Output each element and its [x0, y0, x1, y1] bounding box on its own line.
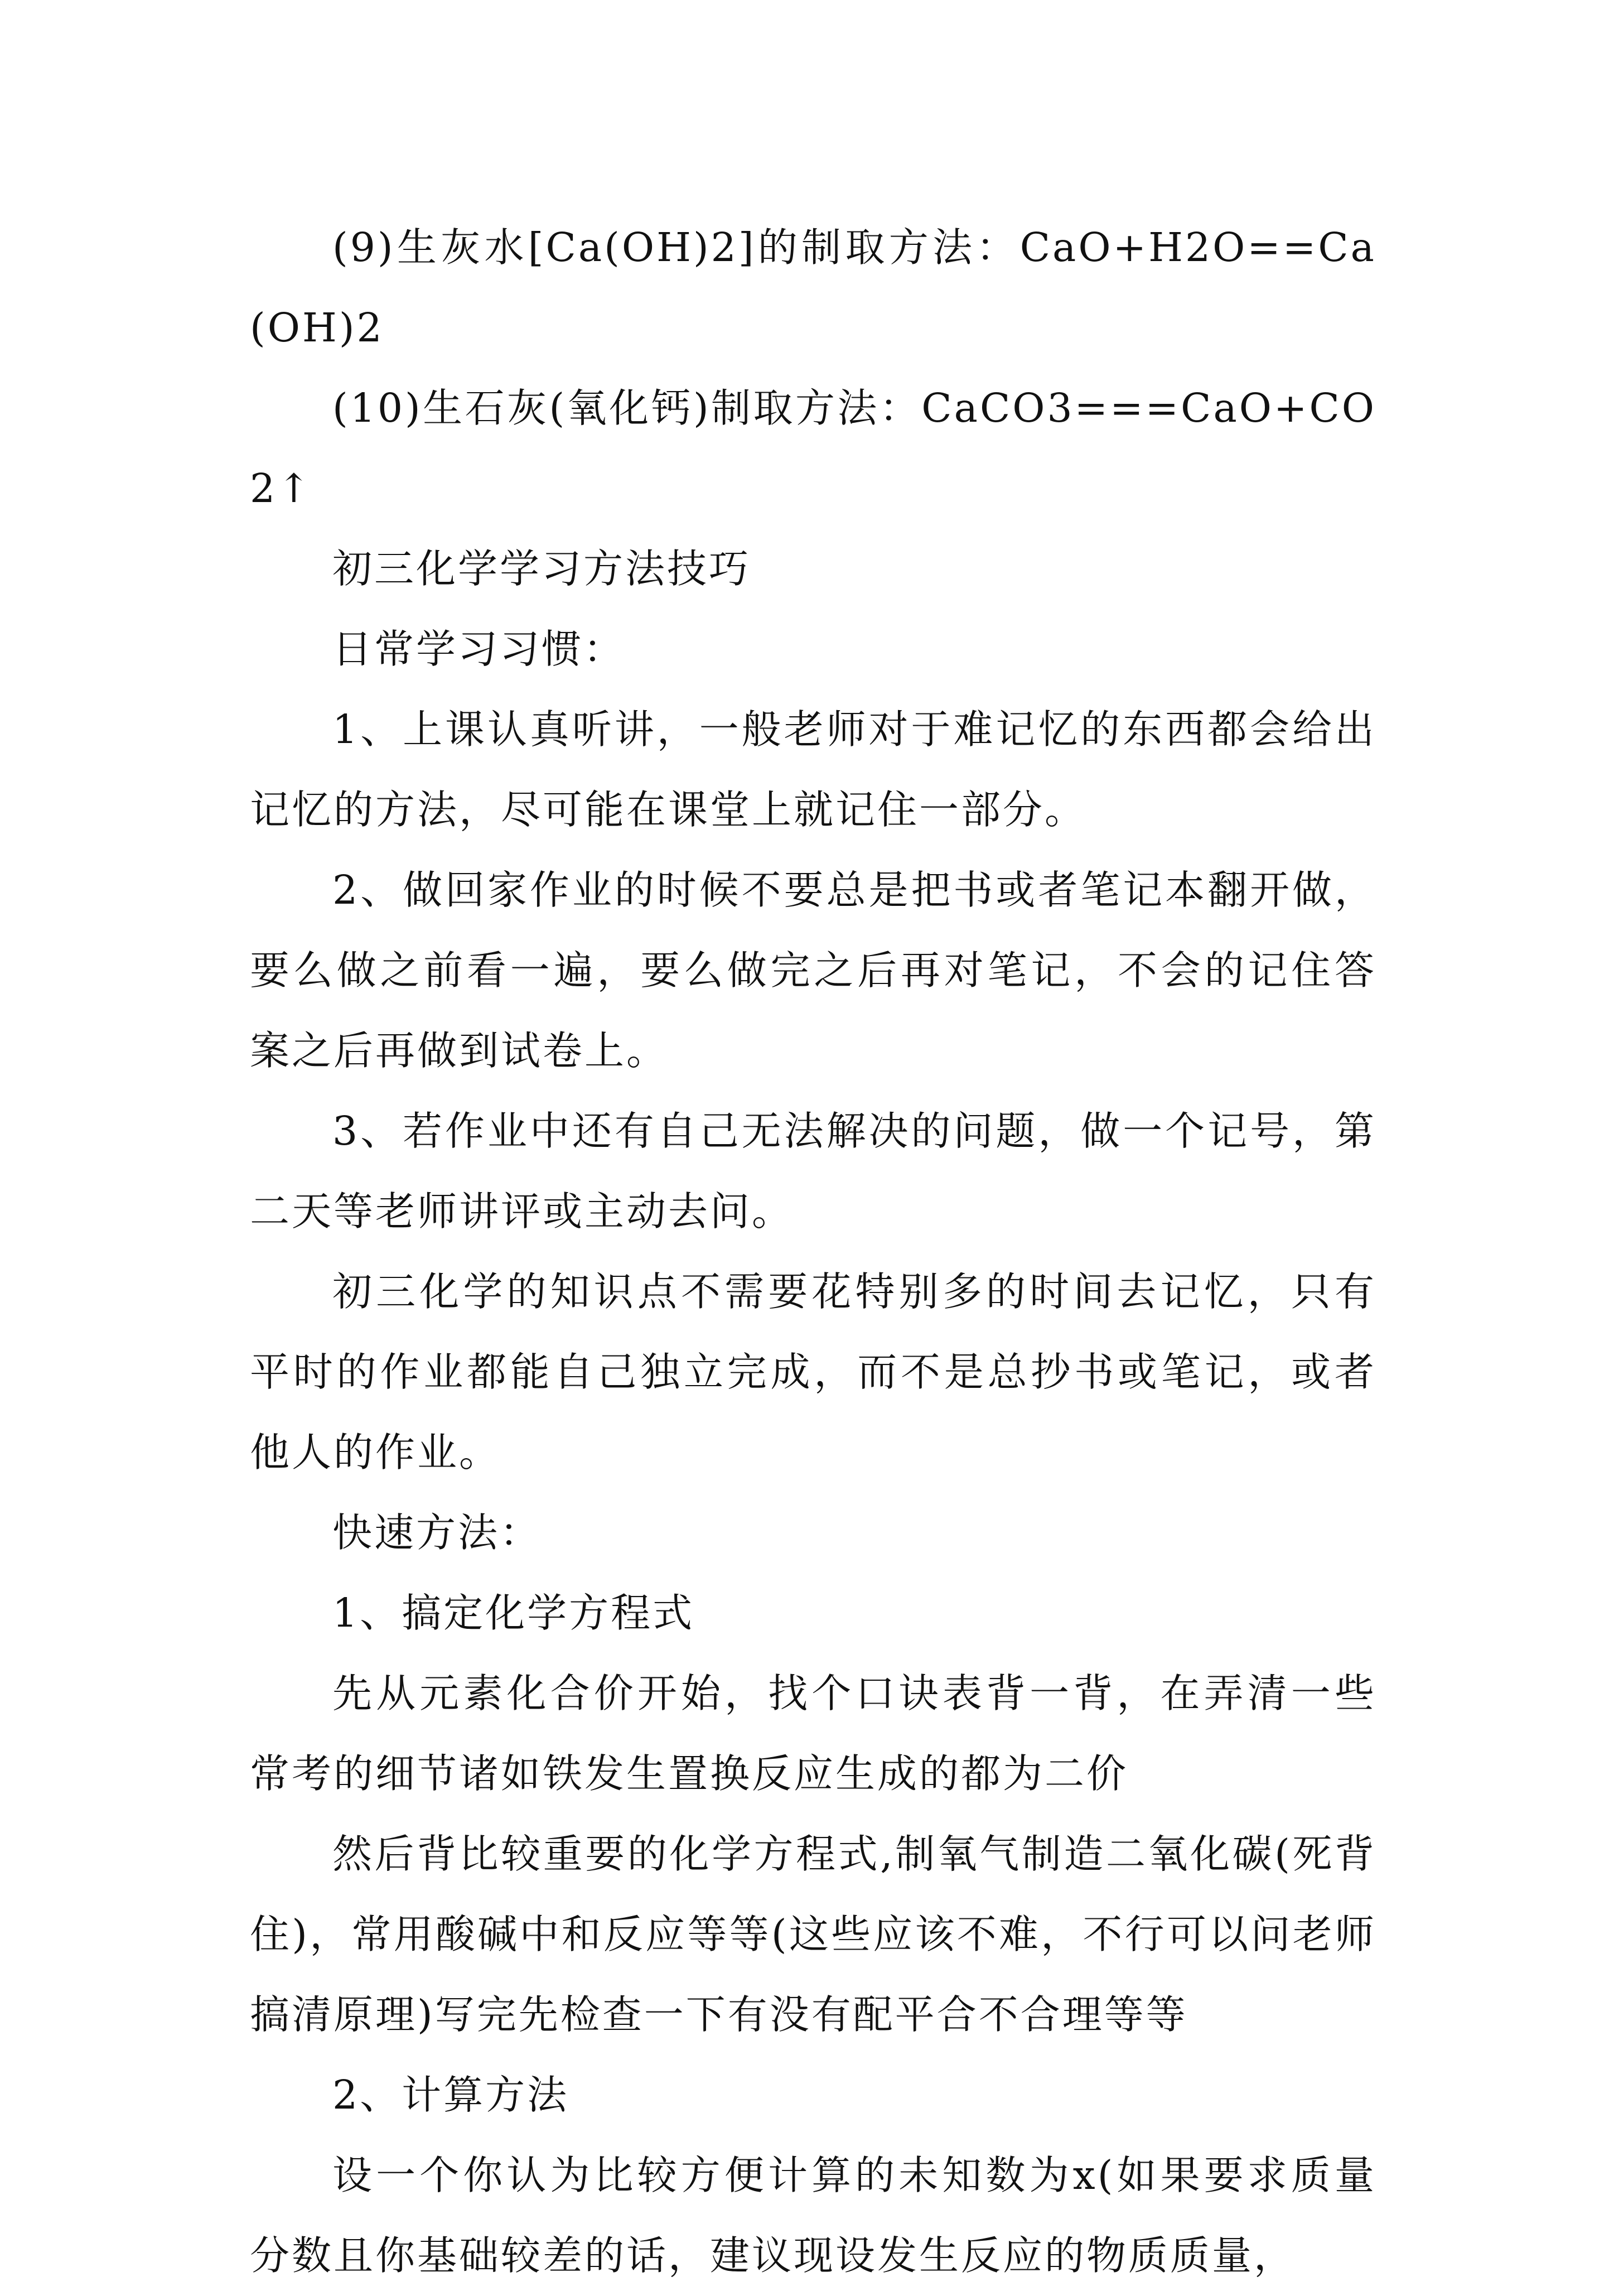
subheading-quick-methods: 快速方法： — [332, 1509, 542, 1556]
paragraph-calcium-oxide-preparation: (10)生石灰(氧化钙)制取方法：CaCO3===CaO+CO2↑ — [250, 385, 1376, 512]
paragraph-habit-1: 1、上课认真听讲，一般老师对于难记忆的东西都会给出记忆的方法，尽可能在课堂上就记住一部分。 — [250, 706, 1376, 833]
paragraph-calcium-hydroxide-preparation: (9)生灰水[Ca(OH)2]的制取方法：CaO+H2O==Ca(OH)2 — [250, 224, 1376, 351]
document-body — [250, 208, 1376, 2296]
paragraph-habit-2: 2、做回家作业的时候不要总是把书或者笔记本翻开做，要么做之前看一遍，要么做完之后再对笔记，不会的记住答案之后再做到试卷上。 — [250, 867, 1376, 1074]
paragraph-important-equations: 然后背比较重要的化学方程式,制氧气制造二氧化碳(死背住)，常用酸碱中和反应等等(这些应该不难，不行可以问老师搞清原理)写完先检查一下有没有配平合不合理等等 — [250, 1831, 1376, 2038]
paragraph-habit-3: 3、若作业中还有自己无法解决的问题，做一个记号，第二天等老师讲评或主动去问。 — [250, 1108, 1376, 1234]
subheading-equations: 1、搞定化学方程式 — [332, 1590, 695, 1636]
paragraph-knowledge-summary: 初三化学的知识点不需要花特别多的时间去记忆，只有平时的作业都能自己独立完成，而不是总抄书或笔记，或者他人的作业。 — [250, 1268, 1376, 1475]
subheading-calculation: 2、计算方法 — [332, 2072, 569, 2118]
paragraph-calculation-method: 设一个你认为比较方便计算的未知数为x(如果要求质量分数且你基础较差的话，建议现设发生反应的物质质量， — [250, 2152, 1376, 2279]
paragraph-valence: 先从元素化合价开始，找个口诀表背一背，在弄清一些常考的细节诸如铁发生置换反应生成的都为二价 — [250, 1670, 1376, 1797]
subheading-daily-habits: 日常学习习惯： — [332, 626, 626, 672]
section-heading-study-tips: 初三化学学习方法技巧 — [332, 546, 751, 592]
